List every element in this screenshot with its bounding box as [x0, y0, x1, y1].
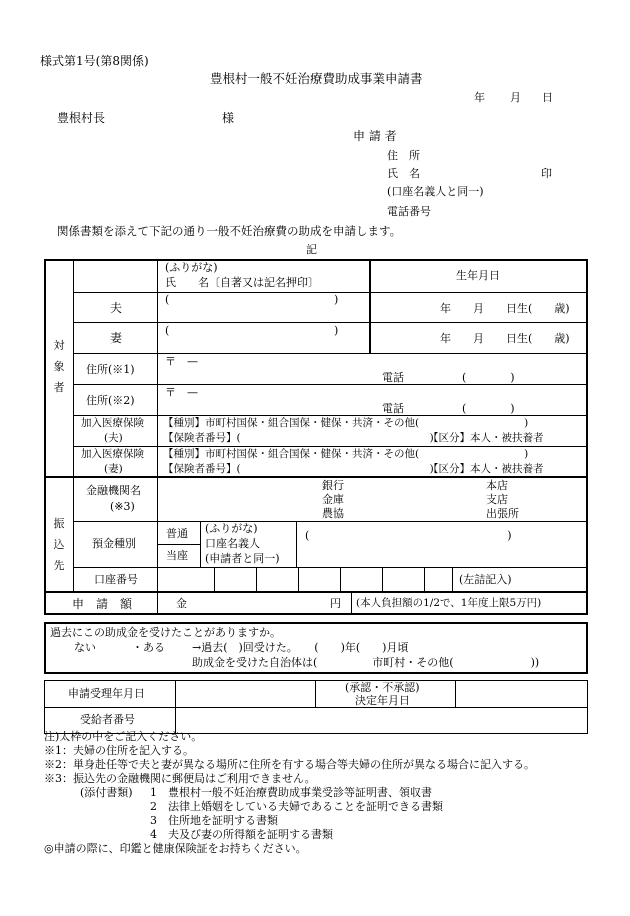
bank-note: (※3)	[110, 500, 135, 513]
attachment-1: 1 豊根村一般不妊治療費助成事業受診等証明書、領収書	[150, 786, 432, 799]
past-detail: →過去( )回受けた。 ( )年( )月頃	[192, 641, 409, 654]
holder-note: (申請者と同一)	[205, 552, 280, 565]
past-no: ない	[74, 641, 96, 654]
subjects-label: 対象者	[53, 339, 65, 394]
husband-birth: 年 月 日生( 歳)	[440, 302, 570, 315]
account-number-note: (左詰記入)	[459, 573, 512, 586]
amount-note: (本人負担額の1/2で、1年度上限5万円)	[356, 597, 542, 609]
insurance-wife-label: 加入医療保険	[81, 448, 144, 460]
attachment-3: 3 住所地を証明する書類	[150, 814, 278, 827]
insurance-wife-category: 【区分】本人・被扶養者	[428, 463, 544, 475]
applicant-phone-label: 電話番号	[387, 205, 431, 218]
address2-phone-label: 電話	[382, 402, 404, 415]
past-question: 過去にこの助成金を受けたことがありますか。	[50, 626, 281, 639]
account-holder-note: (口座名義人と同一)	[387, 185, 484, 198]
amount-label: 申 請 額	[72, 597, 133, 611]
branch-type-2: 支店	[486, 493, 508, 506]
furigana-header: (ふりがな)	[165, 261, 218, 274]
final-note: ◎申請の際に、印鑑と健康保険証をお持ちください。	[44, 842, 307, 855]
date-year-label: 年	[474, 91, 485, 104]
wife-birth: 年 月 日生( 歳)	[440, 332, 570, 345]
address1-phone-value: ( )	[462, 371, 515, 384]
address1-postal: 〒 —	[165, 355, 198, 368]
husband-label: 夫	[110, 301, 123, 315]
bank-label: 金融機関名	[86, 484, 141, 497]
wife-paren-close: )	[334, 324, 339, 337]
note-2: ※2：単身赴任等で夫と妻が異なる場所に住所を有する場合等夫婦の住所が異なる場合に記入する。	[44, 758, 535, 771]
past-yes: ・ある	[132, 641, 165, 654]
address2-phone-value: ( )	[462, 402, 515, 415]
attachments-label: (添付書類)	[80, 786, 133, 799]
branch-type-3: 出張所	[486, 507, 519, 520]
decision-date-label: 決定年月日	[355, 694, 410, 707]
applicant-address-label: 住 所	[387, 149, 420, 162]
past-municipality: 助成金を受けた自治体は( 市町村・その他( ))	[192, 656, 540, 669]
birth-header: 生年月日	[456, 269, 500, 282]
addressee: 豊根村長	[57, 111, 106, 125]
insurance-wife-number: 【保険者番号】( )	[163, 463, 434, 475]
bank-type-3: 農協	[322, 507, 344, 520]
branch-type-1: 本店	[486, 479, 508, 492]
deposit-type-label: 預金種別	[92, 537, 136, 550]
amount-yen: 円	[330, 597, 341, 610]
intro-text: 関係書類を添えて下記の通り一般不妊治療費の助成を申請します。	[57, 224, 402, 238]
form-number: 様式第1号(第8関係)	[40, 54, 149, 68]
insurance-husband-label: 加入医療保険	[81, 417, 144, 429]
ki-label: 記	[306, 243, 317, 256]
insurance-husband-number: 【保険者番号】( )	[163, 432, 434, 444]
addressee-suffix: 様	[222, 111, 235, 125]
deposit-futsuu: 普通	[166, 527, 188, 540]
husband-paren-open: (	[165, 293, 170, 306]
address1-label: 住所(※1)	[86, 363, 135, 376]
note-3: ※3：振込先の金融機関に郵便局はご利用できません。	[44, 772, 316, 785]
wife-label: 妻	[110, 331, 123, 345]
approval-label: (承認・不承認)	[345, 681, 420, 694]
applicant-heading: 申 請 者	[353, 129, 397, 143]
attachment-2: 2 法律上婚姻をしている夫婦であることを証明できる書類	[150, 800, 443, 813]
insurance-wife-type: 【種別】市町村国保・組合国保・健保・共済・その他( )	[163, 448, 529, 460]
bank-type-1: 銀行	[322, 479, 344, 492]
insurance-husband-category: 【区分】本人・被扶養者	[428, 432, 544, 444]
transfer-label: 振込先	[53, 517, 65, 572]
holder-label: 口座名義人	[205, 537, 260, 550]
insurance-husband-type: 【種別】市町村国保・組合国保・健保・共済・その他( )	[163, 417, 529, 429]
wife-paren-open: (	[165, 324, 170, 337]
page-title: 豊根村一般不妊治療費助成事業申請書	[210, 71, 423, 86]
seal-label: 印	[541, 167, 552, 180]
name-header: 氏 名〔自著又は記名押印〕	[165, 276, 319, 289]
deposit-touza: 当座	[166, 549, 188, 562]
address2-label: 住所(※2)	[86, 394, 135, 407]
husband-paren-close: )	[334, 293, 339, 306]
holder-paren: ( )	[305, 529, 512, 542]
date-month-label: 月	[510, 91, 521, 104]
received-date-label: 申請受理年月日	[68, 687, 145, 700]
amount-kin: 金	[176, 597, 187, 610]
bank-type-2: 金庫	[322, 493, 344, 506]
address1-phone-label: 電話	[382, 371, 404, 384]
note-0: 注)太枠の中をご記入ください。	[44, 730, 203, 743]
account-number-label: 口座番号	[94, 573, 138, 586]
insurance-husband-sub: (夫)	[104, 432, 123, 444]
recipient-number-label: 受給者番号	[80, 713, 135, 726]
attachment-4: 4 夫及び妻の所得額を証明する書類	[150, 828, 333, 841]
address2-postal: 〒 —	[165, 386, 198, 399]
holder-furigana: (ふりがな)	[205, 522, 258, 535]
applicant-name-label: 氏 名	[387, 167, 420, 180]
note-1: ※1：夫婦の住所を記入する。	[44, 744, 194, 757]
insurance-wife-sub: (妻)	[104, 463, 123, 475]
date-day-label: 日	[542, 91, 553, 104]
